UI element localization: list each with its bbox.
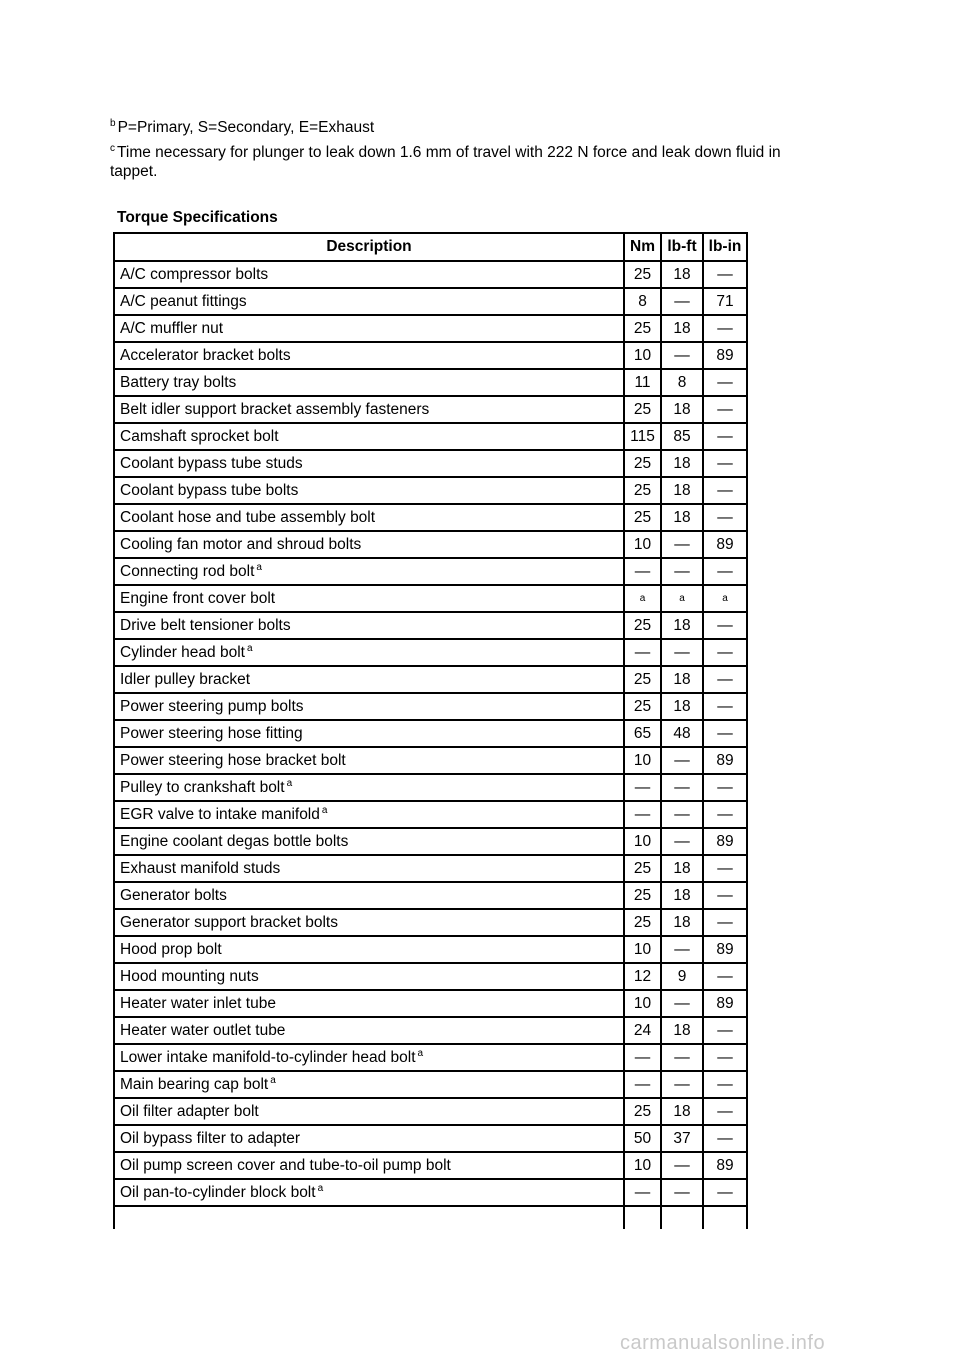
cell-lbin: — [703, 1125, 747, 1152]
cell-nm: 10 [624, 747, 661, 774]
cell-nm: 25 [624, 855, 661, 882]
cell-nm: 25 [624, 1098, 661, 1125]
cell-lbft: 18 [661, 666, 703, 693]
cell-nm: 8 [624, 288, 661, 315]
cell-description [114, 585, 624, 612]
cell-nm: 10 [624, 1152, 661, 1179]
cell-lbft: 18 [661, 315, 703, 342]
description-text: Power steering hose bracket bolt [120, 751, 346, 769]
cell-nm: a [624, 585, 661, 612]
table-row [114, 666, 747, 693]
table-row [114, 612, 747, 639]
cell-lbin: — [703, 423, 747, 450]
cell-lbft: 18 [661, 450, 703, 477]
table-row [114, 855, 747, 882]
cell-nm: 25 [624, 693, 661, 720]
cell-lbin: 89 [703, 531, 747, 558]
cell-nm: 50 [624, 1125, 661, 1152]
cell-lbft: 37 [661, 1125, 703, 1152]
cell-lbin: — [703, 666, 747, 693]
cell-lbft: — [661, 801, 703, 828]
cell-description [114, 612, 624, 639]
table-row [114, 639, 747, 666]
cell-lbin: — [703, 558, 747, 585]
cell-nm: 115 [624, 423, 661, 450]
cell-lbft: 18 [661, 396, 703, 423]
description-text: Oil filter adapter bolt [120, 1102, 259, 1120]
cell-lbin: 71 [703, 288, 747, 315]
table-row [114, 801, 747, 828]
cell-lbin: — [703, 450, 747, 477]
cell-nm: 25 [624, 315, 661, 342]
cell-lbin: 89 [703, 990, 747, 1017]
cell-lbft: — [661, 531, 703, 558]
cell-lbft: 18 [661, 261, 703, 288]
cell-lbft: — [661, 1071, 703, 1098]
watermark: carmanualsonline.info [620, 1332, 826, 1354]
description-text: Cooling fan motor and shroud bolts [120, 535, 362, 553]
cell-description [114, 801, 624, 828]
cell-nm: 10 [624, 342, 661, 369]
cell-lbft: — [661, 558, 703, 585]
cell-description [114, 1071, 624, 1098]
cell-lbft: — [661, 342, 703, 369]
cell-nm: 25 [624, 261, 661, 288]
table-row [114, 1152, 747, 1179]
description-text: Generator support bracket bolts [120, 913, 338, 931]
table-row [114, 936, 747, 963]
cell-lbin: — [703, 1179, 747, 1206]
cell-nm: — [624, 639, 661, 666]
cell-description [114, 828, 624, 855]
table-row [114, 504, 747, 531]
footnote-text: Time necessary for plunger to leak down 1.6 mm of travel with 222 N force and leak down fluid in tappet. [110, 144, 781, 180]
cell-description [114, 1017, 624, 1044]
cell-lbin: — [703, 612, 747, 639]
note-marker: a [321, 805, 328, 816]
description-text: Oil pan-to-cylinder block bolt [120, 1184, 316, 1201]
table-row [114, 558, 747, 585]
footnote-c [110, 139, 830, 181]
cell-nm: 25 [624, 450, 661, 477]
footnote-text: P=Primary, S=Secondary, E=Exhaust [117, 119, 375, 136]
table-row [114, 882, 747, 909]
note-marker: a [286, 778, 293, 789]
cell-lbft: 18 [661, 909, 703, 936]
cell-nm: 25 [624, 504, 661, 531]
table-row [114, 1125, 747, 1152]
cell-lbft: — [661, 639, 703, 666]
empty-cell [114, 1206, 624, 1229]
table-row [114, 1098, 747, 1125]
cell-lbft: — [661, 1152, 703, 1179]
description-text: Coolant bypass tube studs [120, 454, 303, 472]
cell-lbft: 8 [661, 369, 703, 396]
cell-lbft: a [661, 585, 703, 612]
cell-nm: — [624, 558, 661, 585]
cell-lbft: — [661, 747, 703, 774]
cell-description [114, 666, 624, 693]
table-row [114, 720, 747, 747]
table-row [114, 261, 747, 288]
cell-description [114, 720, 624, 747]
cell-description [114, 369, 624, 396]
cell-description [114, 1179, 624, 1206]
cell-description [114, 315, 624, 342]
footnote-b [110, 114, 830, 137]
cell-lbin: a [703, 585, 747, 612]
cell-nm: 10 [624, 531, 661, 558]
footnotes [110, 114, 830, 183]
table-body [114, 261, 747, 1229]
torque-specifications-table [113, 232, 748, 1229]
cell-description [114, 1125, 624, 1152]
cell-description [114, 504, 624, 531]
table-row [114, 774, 747, 801]
footnote-marker: b [110, 118, 116, 129]
cell-description [114, 774, 624, 801]
cell-lbft: 18 [661, 504, 703, 531]
table-row [114, 1017, 747, 1044]
cell-description [114, 1098, 624, 1125]
cell-lbin: — [703, 1044, 747, 1071]
cell-nm: — [624, 1179, 661, 1206]
table-row [114, 909, 747, 936]
description-text: A/C compressor bolts [120, 265, 269, 283]
empty-cell [661, 1206, 703, 1229]
note-marker: a [246, 643, 253, 654]
cell-description [114, 639, 624, 666]
cell-nm: 25 [624, 666, 661, 693]
cell-lbft: 18 [661, 855, 703, 882]
description-text: Oil bypass filter to adapter [120, 1129, 301, 1147]
cell-nm: 25 [624, 477, 661, 504]
cell-nm: 10 [624, 936, 661, 963]
table-row [114, 450, 747, 477]
cell-nm: 10 [624, 828, 661, 855]
cell-description [114, 1152, 624, 1179]
note-marker: a [270, 1075, 276, 1086]
cell-nm: 25 [624, 612, 661, 639]
cell-lbin: — [703, 774, 747, 801]
cell-lbin: — [703, 882, 747, 909]
cell-lbin: 89 [703, 828, 747, 855]
table-row [114, 1044, 747, 1071]
cell-description [114, 342, 624, 369]
cell-lbin: — [703, 315, 747, 342]
description-text: Hood mounting nuts [120, 967, 259, 985]
cell-description [114, 423, 624, 450]
description-text: Belt idler support bracket assembly fasteners [120, 400, 430, 418]
cell-lbft: 18 [661, 882, 703, 909]
cell-description [114, 963, 624, 990]
description-text: Drive belt tensioner bolts [120, 616, 291, 634]
description-text: Engine front cover bolt [120, 589, 276, 607]
cell-description [114, 1044, 624, 1071]
description-text: Accelerator bracket bolts [120, 346, 291, 364]
description-text: Cylinder head bolt [120, 644, 245, 661]
cell-description [114, 990, 624, 1017]
cell-description [114, 396, 624, 423]
table-row [114, 585, 747, 612]
cell-lbft: — [661, 936, 703, 963]
cell-lbft: 18 [661, 1017, 703, 1044]
cell-lbin: — [703, 801, 747, 828]
table-title: Torque Specifications [117, 209, 278, 226]
cell-description [114, 531, 624, 558]
cell-lbft: 48 [661, 720, 703, 747]
table-row [114, 828, 747, 855]
cell-lbin: — [703, 1071, 747, 1098]
table-row [114, 477, 747, 504]
description-text: Oil pump screen cover and tube-to-oil pump bolt [120, 1156, 451, 1174]
cell-description [114, 288, 624, 315]
table-row [114, 369, 747, 396]
table-row [114, 1071, 747, 1098]
cell-lbin: — [703, 855, 747, 882]
description-text: Lower intake manifold-to-cylinder head bolt [120, 1049, 416, 1066]
description-text: Power steering hose fitting [120, 724, 303, 742]
cell-lbft: — [661, 828, 703, 855]
cell-nm: 25 [624, 396, 661, 423]
cell-lbft: 9 [661, 963, 703, 990]
cell-lbft: 18 [661, 477, 703, 504]
cell-lbin: 89 [703, 747, 747, 774]
cell-description [114, 261, 624, 288]
cell-lbft: 18 [661, 612, 703, 639]
cell-nm: — [624, 1044, 661, 1071]
cell-description [114, 936, 624, 963]
footnote-marker: c [110, 143, 115, 154]
cell-description [114, 747, 624, 774]
description-text: Heater water inlet tube [120, 994, 276, 1012]
cell-description [114, 558, 624, 585]
cell-nm: 10 [624, 990, 661, 1017]
description-text: Main bearing cap bolt [120, 1076, 269, 1093]
table-row [114, 963, 747, 990]
description-text: Connecting rod bolt [120, 563, 255, 580]
cell-lbft: — [661, 990, 703, 1017]
note-marker: a [256, 562, 262, 573]
description-text: EGR valve to intake manifold [120, 806, 320, 823]
header-description: Description [114, 233, 624, 261]
cell-lbft: — [661, 1044, 703, 1071]
cell-nm: 25 [624, 909, 661, 936]
header-lbin: lb-in [703, 233, 747, 261]
table-row [114, 693, 747, 720]
cell-description [114, 477, 624, 504]
header-lbft: lb-ft [661, 233, 703, 261]
table-row [114, 288, 747, 315]
table-row [114, 747, 747, 774]
table-row [114, 315, 747, 342]
description-text: Pulley to crankshaft bolt [120, 779, 285, 796]
cell-lbin: — [703, 720, 747, 747]
description-text: Battery tray bolts [120, 373, 237, 391]
cell-nm: 24 [624, 1017, 661, 1044]
note-marker: a [317, 1183, 324, 1194]
description-text: Heater water outlet tube [120, 1021, 286, 1039]
cell-lbin: — [703, 1017, 747, 1044]
description-text: Coolant hose and tube assembly bolt [120, 508, 376, 526]
cell-lbin: — [703, 261, 747, 288]
description-text: Hood prop bolt [120, 940, 222, 958]
cell-lbft: 18 [661, 1098, 703, 1125]
description-text: Exhaust manifold studs [120, 859, 281, 877]
cell-lbin: — [703, 477, 747, 504]
cell-description [114, 909, 624, 936]
cell-lbin: 89 [703, 342, 747, 369]
table-row [114, 342, 747, 369]
cell-nm: 25 [624, 882, 661, 909]
empty-cell [624, 1206, 661, 1229]
cell-nm: 12 [624, 963, 661, 990]
cell-description [114, 855, 624, 882]
cell-lbin: — [703, 639, 747, 666]
cell-description [114, 693, 624, 720]
cell-lbft: — [661, 1179, 703, 1206]
cell-lbft: 85 [661, 423, 703, 450]
table-header-row [114, 233, 747, 261]
cell-nm: 11 [624, 369, 661, 396]
description-text: Power steering pump bolts [120, 697, 304, 715]
cell-lbin: 89 [703, 936, 747, 963]
table-row [114, 531, 747, 558]
cell-lbin: — [703, 1098, 747, 1125]
cell-nm: — [624, 1071, 661, 1098]
cell-description [114, 450, 624, 477]
cell-description [114, 882, 624, 909]
cell-lbft: — [661, 774, 703, 801]
description-text: Engine coolant degas bottle bolts [120, 832, 349, 850]
cell-nm: — [624, 774, 661, 801]
empty-cell [703, 1206, 747, 1229]
table-continuation-row [114, 1206, 747, 1229]
cell-nm: — [624, 801, 661, 828]
cell-lbin: — [703, 369, 747, 396]
table-row [114, 990, 747, 1017]
table-row [114, 423, 747, 450]
description-text: Camshaft sprocket bolt [120, 427, 279, 445]
cell-nm: 65 [624, 720, 661, 747]
cell-lbin: — [703, 909, 747, 936]
description-text: Idler pulley bracket [120, 670, 251, 688]
description-text: A/C peanut fittings [120, 292, 247, 310]
cell-lbin: 89 [703, 1152, 747, 1179]
cell-lbft: — [661, 288, 703, 315]
header-nm: Nm [624, 233, 661, 261]
note-marker: a [417, 1048, 424, 1059]
cell-lbin: — [703, 963, 747, 990]
cell-lbin: — [703, 396, 747, 423]
cell-lbin: — [703, 693, 747, 720]
cell-lbft: 18 [661, 693, 703, 720]
table-row [114, 1179, 747, 1206]
description-text: Coolant bypass tube bolts [120, 481, 299, 499]
table-row [114, 396, 747, 423]
cell-lbin: — [703, 504, 747, 531]
description-text: A/C muffler nut [120, 319, 224, 337]
description-text: Generator bolts [120, 886, 227, 904]
